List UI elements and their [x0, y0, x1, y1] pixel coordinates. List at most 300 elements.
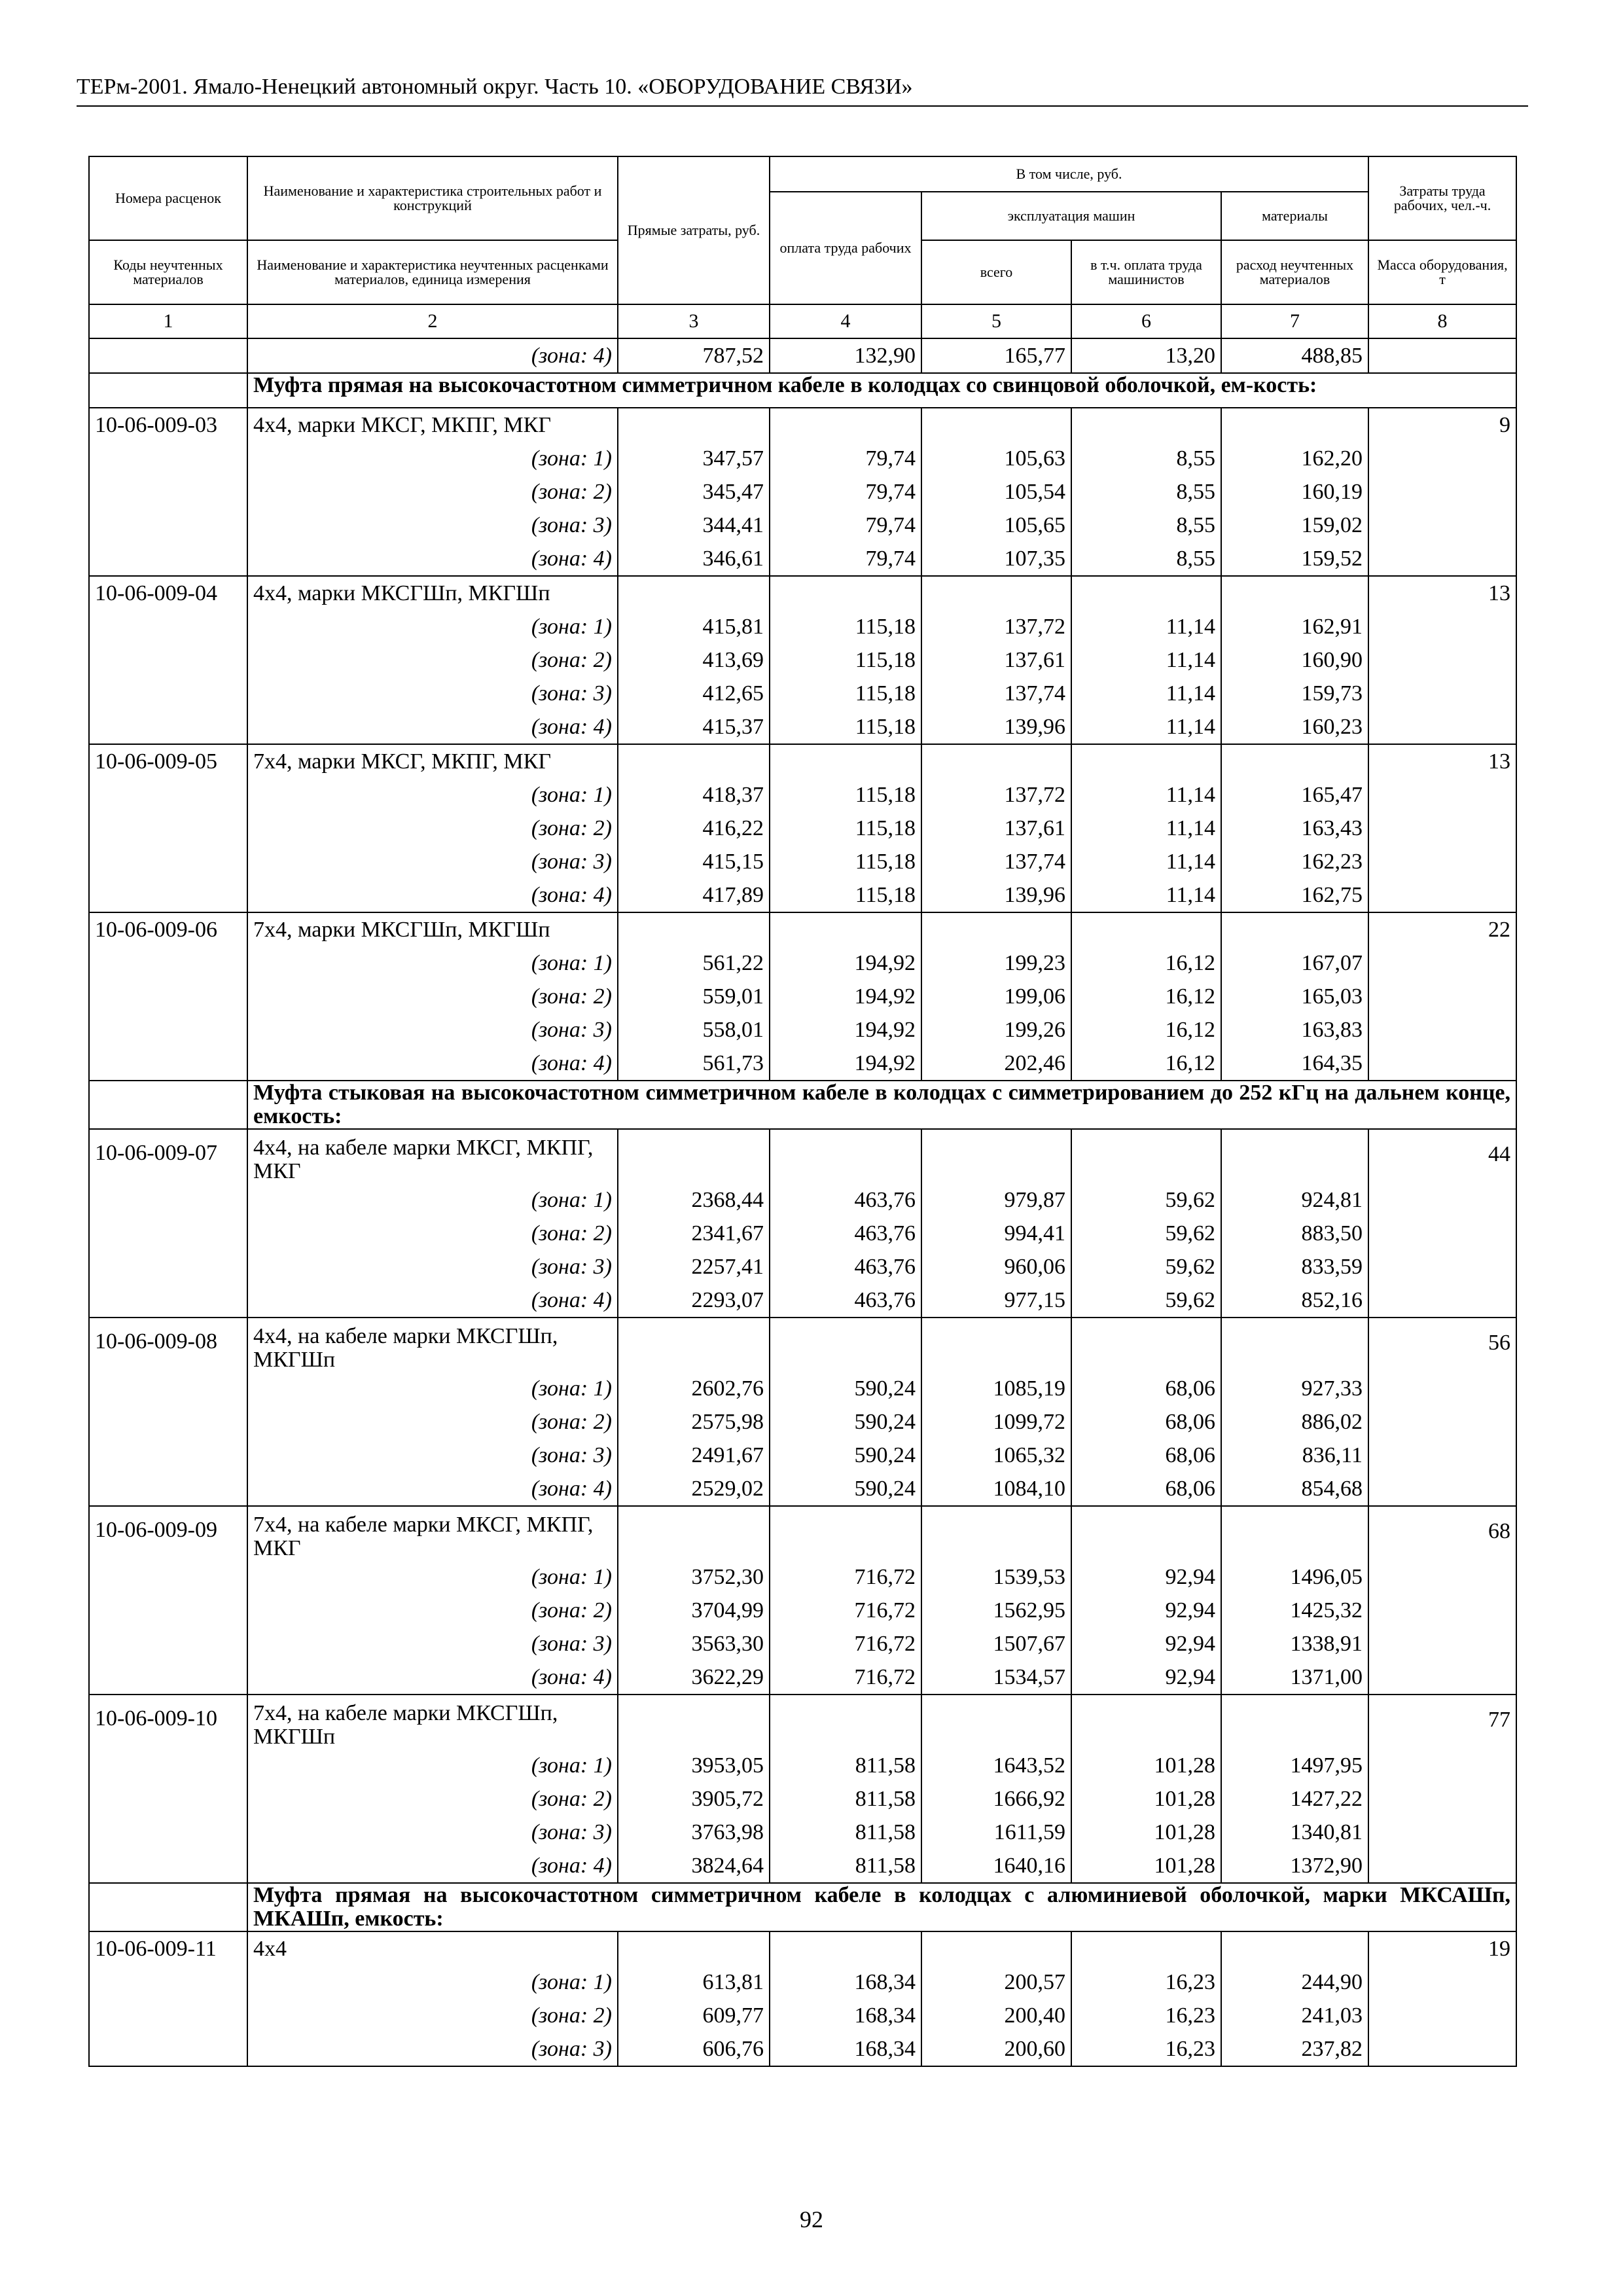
rate-item-row — [89, 576, 1516, 610]
machinist-wages-value: 16,12 — [1071, 980, 1221, 1013]
direct-cost-value: 3563,30 — [618, 1627, 770, 1660]
rate-code-cell — [89, 610, 247, 643]
labor-cell — [1368, 1965, 1516, 1999]
machines-total-value: 199,26 — [921, 1013, 1071, 1047]
empty-cell — [1071, 576, 1221, 610]
zone-row — [89, 1250, 1516, 1283]
empty-cell — [618, 1318, 770, 1372]
wages-value: 716,72 — [770, 1660, 921, 1695]
wages-value: 115,18 — [770, 778, 921, 812]
direct-cost-value: 3905,72 — [618, 1782, 770, 1816]
rate-code-cell — [89, 1405, 247, 1439]
materials-value: 162,91 — [1221, 610, 1368, 643]
header-including: В том числе, руб. — [770, 156, 1368, 192]
materials-value: 488,85 — [1221, 338, 1368, 373]
direct-cost-value: 418,37 — [618, 778, 770, 812]
empty-cell — [921, 912, 1071, 946]
wages-value: 132,90 — [770, 338, 921, 373]
machines-total-value: 139,96 — [921, 878, 1071, 912]
empty-cell — [1071, 1695, 1221, 1749]
rate-name: 4х4, на кабеле марки МКСГШп, МКГШп — [247, 1318, 618, 1372]
machines-total-value: 105,63 — [921, 442, 1071, 475]
materials-value: 163,83 — [1221, 1013, 1368, 1047]
direct-cost-value: 2575,98 — [618, 1405, 770, 1439]
rate-code: 10-06-009-10 — [89, 1695, 247, 1749]
labor-cell — [1368, 1782, 1516, 1816]
machinist-wages-value: 92,94 — [1071, 1660, 1221, 1695]
empty-cell — [770, 1318, 921, 1372]
machines-total-value: 994,41 — [921, 1217, 1071, 1250]
direct-cost-value: 3704,99 — [618, 1594, 770, 1627]
wages-value: 463,76 — [770, 1250, 921, 1283]
direct-cost-value: 2257,41 — [618, 1250, 770, 1283]
rate-code: 10-06-009-06 — [89, 912, 247, 946]
machinist-wages-value: 16,12 — [1071, 1013, 1221, 1047]
zone-label: (зона: 3) — [247, 509, 618, 542]
table-header — [89, 156, 1516, 338]
machinist-wages-value: 16,23 — [1071, 2032, 1221, 2066]
labor-cell — [1368, 643, 1516, 677]
machinist-wages-value: 8,55 — [1071, 542, 1221, 576]
section-title: Муфта прямая на высокочастотном симметричном кабеле в колодцах с алюминиевой оболочкой, марки МКСАШп, МКАШп, емкость: — [247, 1883, 1516, 1931]
machines-total-value: 199,23 — [921, 946, 1071, 980]
machinist-wages-value: 68,06 — [1071, 1439, 1221, 1472]
rate-name: 4х4 — [247, 1931, 618, 1965]
zone-label: (зона: 4) — [247, 710, 618, 744]
machinist-wages-value: 11,14 — [1071, 610, 1221, 643]
empty-cell — [618, 1506, 770, 1560]
machines-total-value: 139,96 — [921, 710, 1071, 744]
machines-total-value: 105,65 — [921, 509, 1071, 542]
empty-cell — [770, 1931, 921, 1965]
rate-code-cell — [89, 1816, 247, 1849]
column-number: 5 — [921, 304, 1071, 338]
table-body — [89, 338, 1516, 2066]
labor-value: 56 — [1368, 1318, 1516, 1372]
zone-row — [89, 2032, 1516, 2066]
empty-cell — [770, 1506, 921, 1560]
wages-value: 194,92 — [770, 946, 921, 980]
zone-row — [89, 1782, 1516, 1816]
empty-cell — [1071, 408, 1221, 442]
labor-cell — [1368, 1250, 1516, 1283]
machinist-wages-value: 16,23 — [1071, 1965, 1221, 1999]
machinist-wages-value: 92,94 — [1071, 1627, 1221, 1660]
rate-code-cell — [89, 710, 247, 744]
empty-cell — [1071, 744, 1221, 778]
rate-code-cell — [89, 542, 247, 576]
rate-item-row — [89, 408, 1516, 442]
wages-value: 79,74 — [770, 509, 921, 542]
machines-total-value: 107,35 — [921, 542, 1071, 576]
materials-value: 883,50 — [1221, 1217, 1368, 1250]
machinist-wages-value: 16,12 — [1071, 946, 1221, 980]
wages-value: 716,72 — [770, 1627, 921, 1660]
header-machines-total: всего — [921, 240, 1071, 304]
machinist-wages-value: 11,14 — [1071, 845, 1221, 878]
machinist-wages-value: 16,12 — [1071, 1047, 1221, 1081]
empty-cell — [618, 408, 770, 442]
zone-row — [89, 1013, 1516, 1047]
wages-value: 115,18 — [770, 812, 921, 845]
header-wages: оплата труда рабочих — [770, 192, 921, 304]
direct-cost-value: 558,01 — [618, 1013, 770, 1047]
materials-value: 244,90 — [1221, 1965, 1368, 1999]
zone-row — [89, 1560, 1516, 1594]
rate-name: 4х4, марки МКСГ, МКПГ, МКГ — [247, 408, 618, 442]
labor-cell — [1368, 1283, 1516, 1318]
machinist-wages-value: 68,06 — [1071, 1472, 1221, 1506]
section-title: Муфта стыковая на высокочастотном симметричном кабеле в колодцах с симметрированием до 252 кГц на дальнем конце, емкость: — [247, 1081, 1516, 1129]
machinist-wages-value: 16,23 — [1071, 1999, 1221, 2032]
materials-value: 165,03 — [1221, 980, 1368, 1013]
zone-row — [89, 946, 1516, 980]
labor-cell — [1368, 1472, 1516, 1506]
zone-label: (зона: 1) — [247, 1965, 618, 1999]
direct-cost-value: 347,57 — [618, 442, 770, 475]
zone-label: (зона: 4) — [247, 1283, 618, 1318]
direct-cost-value: 3953,05 — [618, 1749, 770, 1782]
labor-value: 13 — [1368, 744, 1516, 778]
empty-cell — [1071, 1506, 1221, 1560]
machines-total-value: 1099,72 — [921, 1405, 1071, 1439]
direct-cost-value: 345,47 — [618, 475, 770, 509]
empty-cell — [1221, 576, 1368, 610]
rate-code-cell — [89, 1560, 247, 1594]
labor-cell — [1368, 1183, 1516, 1217]
machinist-wages-value: 11,14 — [1071, 778, 1221, 812]
header-unaccounted-materials: расход неучтенных материалов — [1221, 240, 1368, 304]
zone-row — [89, 1999, 1516, 2032]
direct-cost-value: 606,76 — [618, 2032, 770, 2066]
zone-label: (зона: 3) — [247, 1816, 618, 1849]
wages-value: 716,72 — [770, 1594, 921, 1627]
direct-cost-value: 613,81 — [618, 1965, 770, 1999]
rate-code-cell — [89, 1594, 247, 1627]
direct-cost-value: 559,01 — [618, 980, 770, 1013]
section-code-cell — [89, 1883, 247, 1931]
wages-value: 79,74 — [770, 475, 921, 509]
zone-label: (зона: 4) — [247, 338, 618, 373]
rate-item-row — [89, 1506, 1516, 1560]
zone-label: (зона: 1) — [247, 1372, 618, 1405]
direct-cost-value: 416,22 — [618, 812, 770, 845]
labor-cell — [1368, 1439, 1516, 1472]
empty-cell — [770, 1129, 921, 1183]
page-number: 92 — [800, 2206, 823, 2233]
rate-code-cell — [89, 1749, 247, 1782]
machines-total-value: 200,60 — [921, 2032, 1071, 2066]
section-title: Муфта прямая на высокочастотном симметричном кабеле в колодцах со свинцовой оболочкой, ем-кость: — [247, 373, 1516, 408]
empty-cell — [618, 1695, 770, 1749]
zone-label: (зона: 2) — [247, 1405, 618, 1439]
zone-row — [89, 610, 1516, 643]
empty-cell — [921, 576, 1071, 610]
materials-value: 886,02 — [1221, 1405, 1368, 1439]
materials-value: 160,90 — [1221, 643, 1368, 677]
wages-value: 811,58 — [770, 1782, 921, 1816]
materials-value: 160,19 — [1221, 475, 1368, 509]
materials-value: 1338,91 — [1221, 1627, 1368, 1660]
zone-label: (зона: 4) — [247, 1472, 618, 1506]
zone-row — [89, 442, 1516, 475]
machines-total-value: 137,74 — [921, 845, 1071, 878]
empty-cell — [921, 1318, 1071, 1372]
zone-label: (зона: 3) — [247, 845, 618, 878]
wages-value: 811,58 — [770, 1849, 921, 1883]
zone-label: (зона: 2) — [247, 812, 618, 845]
machinist-wages-value: 101,28 — [1071, 1816, 1221, 1849]
rate-code-cell — [89, 778, 247, 812]
empty-cell — [921, 1506, 1071, 1560]
rate-code: 10-06-009-09 — [89, 1506, 247, 1560]
empty-cell — [921, 1931, 1071, 1965]
empty-cell — [618, 1129, 770, 1183]
header-rate-numbers: Номера расценок — [89, 156, 247, 240]
machinist-wages-value: 59,62 — [1071, 1250, 1221, 1283]
labor-cell — [1368, 1660, 1516, 1695]
wages-value: 194,92 — [770, 980, 921, 1013]
direct-cost-value: 415,37 — [618, 710, 770, 744]
zone-label: (зона: 2) — [247, 1594, 618, 1627]
direct-cost-value: 787,52 — [618, 338, 770, 373]
labor-cell — [1368, 442, 1516, 475]
rate-code: 10-06-009-11 — [89, 1931, 247, 1965]
empty-cell — [1221, 912, 1368, 946]
machinist-wages-value: 8,55 — [1071, 509, 1221, 542]
header-work-name: Наименование и характеристика строительных работ и конструкций — [247, 156, 618, 240]
labor-cell — [1368, 677, 1516, 710]
rate-code-cell — [89, 1372, 247, 1405]
wages-value: 115,18 — [770, 845, 921, 878]
zone-row — [89, 1849, 1516, 1883]
column-number: 8 — [1368, 304, 1516, 338]
zone-row — [89, 1627, 1516, 1660]
materials-value: 1427,22 — [1221, 1782, 1368, 1816]
labor-cell — [1368, 1749, 1516, 1782]
labor-cell — [1368, 338, 1516, 373]
wages-value: 115,18 — [770, 610, 921, 643]
zone-row — [89, 1047, 1516, 1081]
zone-row — [89, 1372, 1516, 1405]
zone-row — [89, 509, 1516, 542]
labor-cell — [1368, 1013, 1516, 1047]
zone-row — [89, 778, 1516, 812]
labor-cell — [1368, 610, 1516, 643]
direct-cost-value: 2602,76 — [618, 1372, 770, 1405]
materials-value: 159,52 — [1221, 542, 1368, 576]
continuation-row — [89, 338, 1516, 373]
zone-row — [89, 1439, 1516, 1472]
zone-row — [89, 1749, 1516, 1782]
direct-cost-value: 561,73 — [618, 1047, 770, 1081]
machines-total-value: 200,57 — [921, 1965, 1071, 1999]
zone-row — [89, 677, 1516, 710]
machines-total-value: 1065,32 — [921, 1439, 1071, 1472]
empty-cell — [1221, 408, 1368, 442]
section-row — [89, 373, 1516, 408]
wages-value: 115,18 — [770, 677, 921, 710]
machines-total-value: 1611,59 — [921, 1816, 1071, 1849]
labor-value: 19 — [1368, 1931, 1516, 1965]
rate-code-cell — [89, 677, 247, 710]
wages-value: 194,92 — [770, 1047, 921, 1081]
zone-label: (зона: 2) — [247, 475, 618, 509]
zone-row — [89, 475, 1516, 509]
machines-total-value: 1666,92 — [921, 1782, 1071, 1816]
zone-label: (зона: 4) — [247, 878, 618, 912]
rate-code: 10-06-009-05 — [89, 744, 247, 778]
empty-cell — [921, 1695, 1071, 1749]
zone-label: (зона: 3) — [247, 2032, 618, 2066]
empty-cell — [921, 408, 1071, 442]
labor-cell — [1368, 1816, 1516, 1849]
machines-total-value: 1562,95 — [921, 1594, 1071, 1627]
column-number: 3 — [618, 304, 770, 338]
zone-label: (зона: 4) — [247, 1660, 618, 1695]
header-equipment-mass: Масса оборудования, т — [1368, 240, 1516, 304]
labor-cell — [1368, 1849, 1516, 1883]
empty-cell — [1071, 1318, 1221, 1372]
machines-total-value: 960,06 — [921, 1250, 1071, 1283]
zone-label: (зона: 4) — [247, 1849, 618, 1883]
machines-total-value: 137,61 — [921, 812, 1071, 845]
machinist-wages-value: 68,06 — [1071, 1372, 1221, 1405]
machinist-wages-value: 92,94 — [1071, 1594, 1221, 1627]
zone-row — [89, 1283, 1516, 1318]
machines-total-value: 977,15 — [921, 1283, 1071, 1318]
rate-item-row — [89, 1695, 1516, 1749]
direct-cost-value: 2293,07 — [618, 1283, 770, 1318]
zone-label: (зона: 2) — [247, 1782, 618, 1816]
labor-value: 22 — [1368, 912, 1516, 946]
empty-cell — [1071, 912, 1221, 946]
materials-value: 160,23 — [1221, 710, 1368, 744]
zone-label: (зона: 2) — [247, 1999, 618, 2032]
machines-total-value: 1640,16 — [921, 1849, 1071, 1883]
labor-cell — [1368, 1217, 1516, 1250]
materials-value: 237,82 — [1221, 2032, 1368, 2066]
materials-value: 1425,32 — [1221, 1594, 1368, 1627]
rate-code: 10-06-009-08 — [89, 1318, 247, 1372]
machinist-wages-value: 101,28 — [1071, 1749, 1221, 1782]
labor-cell — [1368, 1405, 1516, 1439]
rate-item-row — [89, 744, 1516, 778]
wages-value: 590,24 — [770, 1405, 921, 1439]
column-number: 1 — [89, 304, 247, 338]
rate-name: 7х4, на кабеле марки МКСГ, МКПГ, МКГ — [247, 1506, 618, 1560]
zone-row — [89, 845, 1516, 878]
direct-cost-value: 415,81 — [618, 610, 770, 643]
rate-item-row — [89, 912, 1516, 946]
machines-total-value: 1507,67 — [921, 1627, 1071, 1660]
machinist-wages-value: 11,14 — [1071, 643, 1221, 677]
rate-code-cell — [89, 442, 247, 475]
header-machinist-wages: в т.ч. оплата труда машинистов — [1071, 240, 1221, 304]
rate-code-cell — [89, 1217, 247, 1250]
empty-cell — [921, 744, 1071, 778]
rate-code-cell — [89, 946, 247, 980]
direct-cost-value: 561,22 — [618, 946, 770, 980]
empty-cell — [1221, 744, 1368, 778]
rate-item-row — [89, 1931, 1516, 1965]
rate-item-row — [89, 1129, 1516, 1183]
empty-cell — [770, 912, 921, 946]
zone-label: (зона: 3) — [247, 1013, 618, 1047]
machinist-wages-value: 92,94 — [1071, 1560, 1221, 1594]
materials-value: 852,16 — [1221, 1283, 1368, 1318]
wages-value: 811,58 — [770, 1749, 921, 1782]
labor-cell — [1368, 980, 1516, 1013]
zone-row — [89, 710, 1516, 744]
rate-code-cell — [89, 509, 247, 542]
materials-value: 924,81 — [1221, 1183, 1368, 1217]
zone-label: (зона: 4) — [247, 542, 618, 576]
page-header: ТЕРм-2001. Ямало-Ненецкий автономный округ. Часть 10. «ОБОРУДОВАНИЕ СВЯЗИ» — [77, 75, 913, 99]
header-material-names: Наименование и характеристика неучтенных расценками материалов, единица измерения — [247, 240, 618, 304]
labor-cell — [1368, 1627, 1516, 1660]
labor-value: 77 — [1368, 1695, 1516, 1749]
labor-cell — [1368, 542, 1516, 576]
machines-total-value: 1085,19 — [921, 1372, 1071, 1405]
labor-cell — [1368, 1594, 1516, 1627]
machines-total-value: 1539,53 — [921, 1560, 1071, 1594]
empty-cell — [921, 1129, 1071, 1183]
section-row — [89, 1883, 1516, 1931]
header-direct-costs: Прямые затраты, руб. — [618, 156, 770, 304]
wages-value: 716,72 — [770, 1560, 921, 1594]
rate-item-row — [89, 1318, 1516, 1372]
rate-code: 10-06-009-03 — [89, 408, 247, 442]
machinist-wages-value: 59,62 — [1071, 1183, 1221, 1217]
direct-cost-value: 346,61 — [618, 542, 770, 576]
labor-cell — [1368, 812, 1516, 845]
column-number: 4 — [770, 304, 921, 338]
rate-code: 10-06-009-07 — [89, 1129, 247, 1183]
empty-cell — [770, 1695, 921, 1749]
labor-cell — [1368, 1372, 1516, 1405]
direct-cost-value: 2341,67 — [618, 1217, 770, 1250]
column-number: 6 — [1071, 304, 1221, 338]
zone-row — [89, 1816, 1516, 1849]
machines-total-value: 137,72 — [921, 610, 1071, 643]
zone-label: (зона: 4) — [247, 1047, 618, 1081]
zone-row — [89, 1183, 1516, 1217]
zone-label: (зона: 1) — [247, 442, 618, 475]
wages-value: 115,18 — [770, 643, 921, 677]
rate-name: 7х4, на кабеле марки МКСГШп, МКГШп — [247, 1695, 618, 1749]
zone-label: (зона: 1) — [247, 610, 618, 643]
zone-label: (зона: 3) — [247, 1627, 618, 1660]
direct-cost-value: 2368,44 — [618, 1183, 770, 1217]
direct-cost-value: 415,15 — [618, 845, 770, 878]
labor-value: 44 — [1368, 1129, 1516, 1183]
wages-value: 590,24 — [770, 1439, 921, 1472]
rate-code-cell — [89, 1047, 247, 1081]
wages-value: 590,24 — [770, 1372, 921, 1405]
wages-value: 463,76 — [770, 1217, 921, 1250]
zone-row — [89, 1594, 1516, 1627]
rate-code-cell — [89, 1965, 247, 1999]
machinist-wages-value: 11,14 — [1071, 677, 1221, 710]
column-number: 7 — [1221, 304, 1368, 338]
zone-row — [89, 812, 1516, 845]
materials-value: 162,20 — [1221, 442, 1368, 475]
zone-label: (зона: 3) — [247, 1250, 618, 1283]
labor-cell — [1368, 878, 1516, 912]
machines-total-value: 202,46 — [921, 1047, 1071, 1081]
rate-code-cell — [89, 1472, 247, 1506]
